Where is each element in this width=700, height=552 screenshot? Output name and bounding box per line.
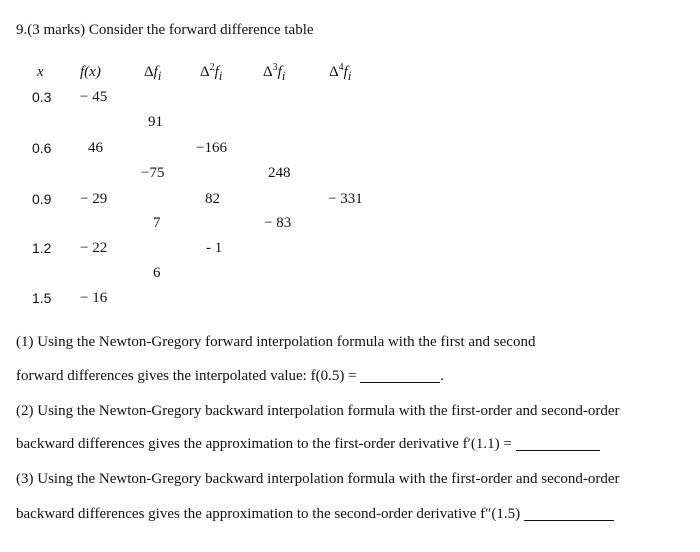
fx-value: − 45 bbox=[80, 89, 108, 105]
x-value: 0.3 bbox=[32, 89, 52, 105]
delta1-value: 91 bbox=[148, 114, 163, 130]
delta1-value: 7 bbox=[153, 215, 161, 231]
header-delta3: $\Delta^3f_i$ bbox=[263, 62, 286, 83]
answer-blank-1[interactable] bbox=[360, 368, 440, 383]
delta1-value: 6 bbox=[153, 265, 161, 281]
part1-text-line1: (1) Using the Newton-Gregory forward interpolation formula with the first and second bbox=[16, 334, 536, 350]
fx-value: − 29 bbox=[80, 191, 108, 207]
header-x: x bbox=[37, 64, 44, 80]
x-value: 0.6 bbox=[32, 140, 52, 156]
answer-blank-3[interactable] bbox=[524, 506, 614, 521]
delta2-value: −166 bbox=[196, 140, 227, 156]
fx-value: − 16 bbox=[80, 290, 108, 306]
header-delta2: $\Delta^2f_i$ bbox=[200, 62, 223, 83]
answer-blank-2[interactable] bbox=[516, 436, 600, 451]
fx-value: 46 bbox=[88, 140, 103, 156]
header-delta4: $\Delta^4f_i$ bbox=[329, 62, 352, 83]
header-fx: f(x) bbox=[80, 64, 101, 80]
question-title: 9.(3 marks) Consider the forward difference table bbox=[16, 22, 314, 38]
delta2-value: - 1 bbox=[206, 240, 223, 256]
delta2-value: 82 bbox=[205, 191, 220, 207]
part2-text-line2: backward differences gives the approximation to the first-order derivative f′(1.1) = bbox=[16, 436, 600, 453]
x-value: 1.2 bbox=[32, 240, 52, 256]
delta3-value: 248 bbox=[268, 165, 291, 181]
delta1-value: −75 bbox=[141, 165, 165, 181]
delta3-value: − 83 bbox=[264, 215, 292, 231]
x-value: 0.9 bbox=[32, 191, 52, 207]
part3-text-line1: (3) Using the Newton-Gregory backward interpolation formula with the first-order and second-order bbox=[16, 471, 620, 487]
delta4-value: − 331 bbox=[328, 191, 363, 207]
part1-text-line2: forward differences gives the interpolated value: f(0.5) = . bbox=[16, 368, 445, 384]
header-delta1: $\Delta f_i$ bbox=[144, 64, 162, 83]
part2-text-line1: (2) Using the Newton-Gregory backward interpolation formula with the first-order and second-order bbox=[16, 403, 620, 419]
part3-text-line2: backward differences gives the approximation to the second-order derivative f″(1.5) bbox=[16, 506, 614, 523]
x-value: 1.5 bbox=[32, 290, 52, 306]
fx-value: − 22 bbox=[80, 240, 108, 256]
